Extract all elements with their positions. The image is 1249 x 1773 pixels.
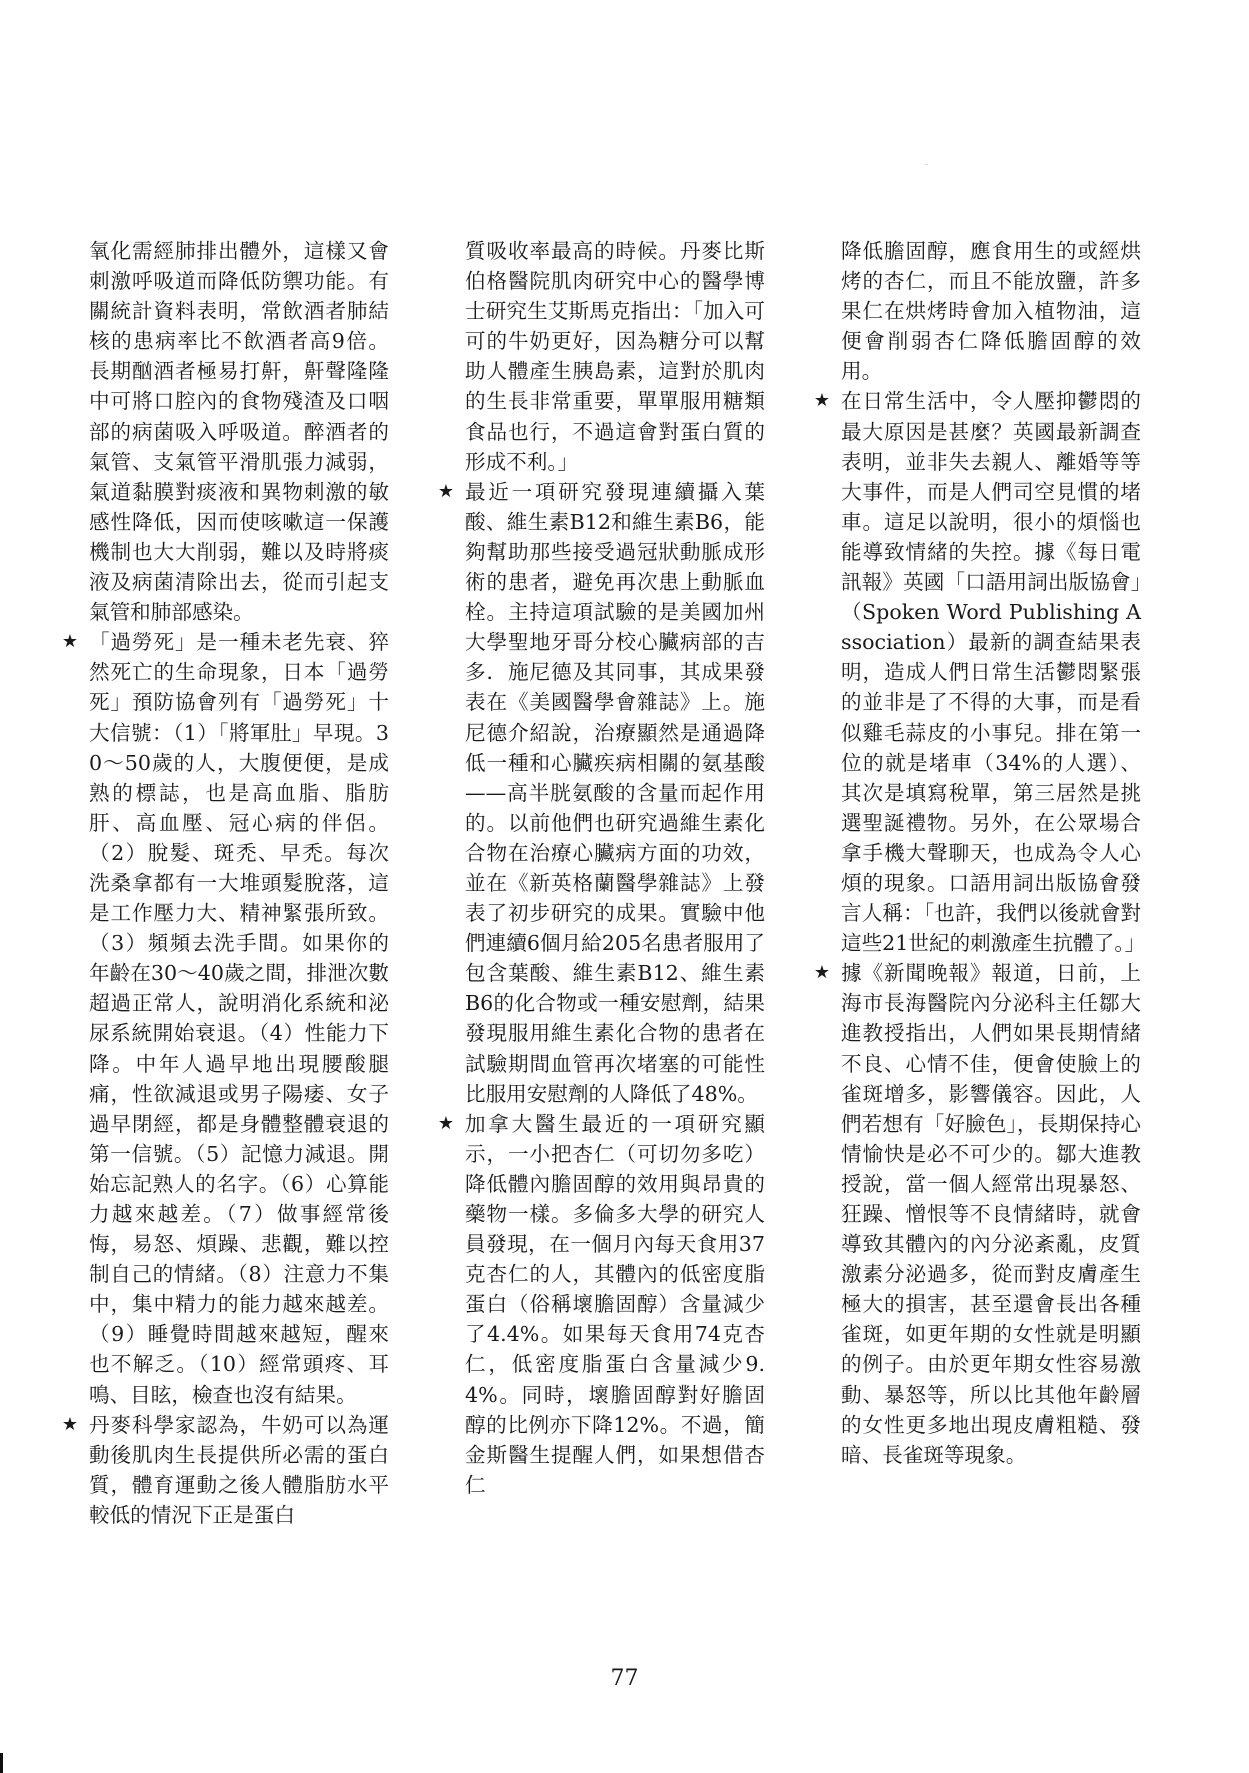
paragraph-text: 據《新聞晚報》報道，日前，上海市長海醫院內分泌科主任鄒大進教授指出，人們如果長期情緒不良、心情不佳，便會使臉上的雀斑增多，影響儀容。因此，人們若想有「好臉色」，長期保持心情愉快是必不可少的。鄒大進教授說，當一個人經常出現暴怒、狂躁、憎恨等不良情緒時，就會導致其體內的內分泌紊亂，皮質激素分泌過多，從而對皮膚產生極大的損害，甚至還會長出各種雀斑，如更年期的女性就是明顯的例子。由於更年期女性容易激動、暴怒等，所以比其他年齡層的女性更多地出現皮膚粗糙、發暗、長雀斑等現象。	[841, 961, 1141, 1467]
paragraph-text: 最近一項研究發現連續攝入葉酸、維生素B12和維生素B6，能夠幫助那些接受過冠狀動脈成形術的患者，避免再次患上動脈血栓。主持這項試驗的是美國加州大學聖地牙哥分校心臟病部的吉多．施尼德及其同事，其成果發表在《美國醫學會雜誌》上。施尼德介紹說，治療顯然是通過降低一種和心臟疾病相關的氨基酸——高半胱氨酸的含量而起作用的。以前他們也研究過維生素化合物在治療心臟病方面的功效，並在《新英格蘭醫學雜誌》上發表了初步研究的成果。實驗中他們連續6個月給205名患者服用了包含葉酸、維生素B12、維生素B6的化合物或一種安慰劑，結果發現服用維生素化合物的患者在試驗期間血管再次堵塞的可能性比服用安慰劑的人降低了48%。	[465, 479, 765, 1106]
paragraph-text: 丹麥科學家認為，牛奶可以為運動後肌肉生長提供所必需的蛋白質，體育運動之後人體脂肪水平較低的情況下正是蛋白	[89, 1412, 389, 1527]
bullet-paragraph	[61, 627, 389, 1409]
paragraph: 氧化需經肺排出體外，這樣又會刺激呼吸道而降低防禦功能。有關統計資料表明，常飲酒者肺結核的患病率比不飲酒者高9倍。長期酗酒者極易打鼾，鼾聲隆隆中可將口腔內的食物殘渣及口咽部的病菌吸入呼吸道。醉酒者的氣管、支氣管平滑肌張力減弱，氣道黏膜對痰液和異物刺激的敏感性降低，因而使咳嗽這一保護機制也大大削弱，難以及時將痰液及病菌清除出去，從而引起支氣管和肺部感染。	[89, 239, 389, 625]
star-bullet-icon: ★	[61, 631, 79, 653]
star-bullet-icon: ★	[437, 1112, 455, 1134]
star-bullet-icon: ★	[813, 962, 831, 984]
bullet-paragraph	[437, 477, 765, 1109]
star-bullet-icon: ★	[61, 1413, 79, 1435]
bullet-paragraph	[813, 958, 1141, 1470]
star-bullet-icon: ★	[437, 480, 455, 502]
scan-speck	[925, 164, 928, 165]
page-number: 77	[610, 1666, 639, 1691]
bullet-paragraph	[813, 386, 1146, 958]
paragraph: 質吸收率最高的時候。丹麥比斯伯格醫院肌肉研究中心的醫學博士研究生艾斯馬克指出：「加入可可的牛奶更好，因為糖分可以幫助人體產生胰島素，這對於肌肉的生長非常重要，單單服用糖類食品也行，不過這會對蛋白質的形成不利。」	[465, 239, 765, 474]
bullet-paragraph	[61, 1410, 389, 1530]
text-column-2	[437, 236, 765, 1500]
bullet-paragraph	[437, 1109, 765, 1500]
star-bullet-icon: ★	[813, 390, 831, 412]
paragraph: 降低膽固醇，應食用生的或經烘烤的杏仁，而且不能放鹽，許多果仁在烘烤時會加入植物油，這便會削弱杏仁降低膽固醇的效用。	[841, 239, 1141, 384]
paragraph-text: 加拿大醫生最近的一項研究顯示，一小把杏仁（可切勿多吃）降低體內膽固醇的效用與昂貴的藥物一樣。多倫多大學的研究人員發現，在一個月內每天食用37克杏仁的人，其體內的低密度脂蛋白（俗稱壞膽固醇）含量減少了4.4%。如果每天食用74克杏仁，低密度脂蛋白含量減少9.4%。同時，壞膽固醇對好膽固醇的比例亦下降12%。不過，簡金斯醫生提醒人們，如果想借杏仁	[465, 1111, 765, 1497]
text-column-3	[813, 236, 1146, 1470]
paragraph-text: 在日常生活中，令人壓抑鬱悶的最大原因是甚麼？英國最新調查表明，並非失去親人、離婚等等大事件，而是人們司空見慣的堵車。這足以說明，很小的煩惱也能導致情緒的失控。據《每日電訊報》英國「口語用詞出版協會」（Spoken Word Publishing Association）最新的調查結果表明，造成人們日常生活鬱悶緊張的並非是了不得的大事，而是看似雞毛蒜皮的小事兒。排在第一位的就是堵車（34%的人選）、其次是填寫稅單，第三居然是挑選聖誕禮物。另外，在公眾場合拿手機大聲聊天，也成為令人心煩的現象。口語用詞出版協會發言人稱：「也許，我們以後就會對這些21世紀的刺激產生抗體了。」	[841, 389, 1146, 956]
scan-edge-mark	[0, 1753, 3, 1773]
paragraph-text: 「過勞死」是一種未老先衰、猝然死亡的生命現象，日本「過勞死」預防協會列有「過勞死」十大信號：（1）「將軍肚」早現。30～50歲的人，大腹便便，是成熟的標誌，也是高血脂、脂肪肝、高血壓、冠心病的伴侶。（2）脫髮、斑禿、早禿。每次洗桑拿都有一大堆頭髮脫落，這是工作壓力大、精神緊張所致。（3）頻頻去洗手間。如果你的年齡在30～40歲之間，排泄次數超過正常人，說明消化系統和泌尿系統開始衰退。（4）性能力下降。中年人過早地出現腰酸腿痛，性欲減退或男子陽痿、女子過早閉經，都是身體整體衰退的第一信號。（5）記憶力減退。開始忘記熟人的名字。（6）心算能力越來越差。（7）做事經常後悔，易怒、煩躁、悲觀，難以控制自己的情緒。（8）注意力不集中，集中精力的能力越來越差。（9）睡覺時間越來越短，醒來也不解乏。（10）經常頭疼、耳鳴、目眩，檢查也沒有結果。	[89, 630, 389, 1407]
text-column-1	[61, 236, 389, 1530]
